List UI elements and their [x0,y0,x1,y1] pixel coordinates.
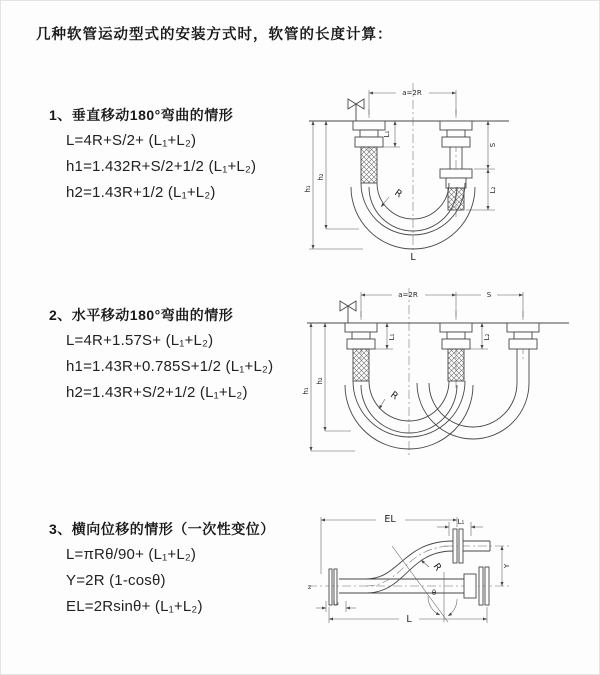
section-3-formula-EL: EL=2Rsinθ+ (L₁+L₂) [66,598,203,615]
svg-text:θ: θ [431,589,437,597]
svg-text:L: L [410,252,416,262]
svg-text:a=2R: a=2R [398,291,418,299]
section-vertical-movement [49,107,256,201]
valve-icon [340,301,356,323]
dimension-l [329,607,487,625]
left-pipe-fitting [345,323,377,381]
section-2-heading: 2、水平移动180°弯曲的情形 [49,307,234,323]
dimension-s [474,121,497,169]
dimension-h2 [317,121,359,229]
section-horizontal-movement [49,307,273,401]
page-title: 几种软管运动型式的安装方式时，软管的长度计算： [36,27,393,43]
section-3-formula-L: L=πRθ/90+ (L₁+L₂) [66,546,197,563]
axis-mark: z [308,584,312,591]
mid-pipe-fitting [440,323,472,381]
svg-text:L₂: L₂ [333,600,339,607]
length-label [410,252,416,262]
section-3-heading: 3、横向位移的情形（一次性变位） [49,521,275,537]
right-hose-braid [448,188,464,210]
section-2-formula-h2: h2=1.43R+S/2+1/2 (L₁+L₂) [66,384,248,401]
svg-text:R: R [392,187,405,201]
section-2-formula-L: L=4R+1.57S+ (L₁+L₂) [66,332,214,349]
left-hose-braid [353,349,369,381]
section-lateral-displacement [49,521,275,615]
dimension-s [456,291,523,317]
svg-text:h₁: h₁ [304,185,312,193]
left-hose-braid [361,147,377,183]
diagram-horizontal-180-bend [299,283,600,463]
diagram-lateral-displacement [304,504,600,656]
section-1-heading: 1、垂直移动180°弯曲的情形 [49,107,234,123]
section-1-formula-h2: h2=1.43R+1/2 (L₁+L₂) [66,184,216,201]
dimension-h2 [316,323,351,431]
svg-text:L₁: L₁ [383,130,391,138]
svg-text:L: L [406,614,412,625]
section-3-formula-Y: Y=2R (1-cosθ) [66,572,166,589]
dimension-a2r [369,89,456,115]
svg-text:L₁: L₁ [388,333,396,341]
svg-text:h₂: h₂ [317,173,325,181]
svg-text:L₁: L₁ [457,518,465,526]
radius-label [381,187,404,207]
svg-text:EL: EL [384,514,396,525]
svg-text:h₁: h₁ [302,387,310,395]
diagram-vertical-180-bend [299,77,584,262]
mid-hose-braid [448,349,464,381]
dimension-y [502,546,511,586]
svg-text:Y: Y [503,563,511,569]
section-2-formula-h1: h1=1.43R+0.785S+1/2 (L₁+L₂) [66,358,274,375]
svg-text:L₂: L₂ [483,333,491,341]
svg-text:L₂: L₂ [489,186,497,194]
valve-icon [348,99,364,121]
dimension-l2 [316,600,356,612]
dimension-a2r [361,291,456,317]
svg-text:R: R [388,389,401,403]
radius-label [379,389,400,409]
svg-text:a=2R: a=2R [402,89,422,97]
svg-text:S: S [486,291,492,299]
svg-text:R: R [430,561,444,574]
section-1-formula-h1: h1=1.432R+S/2+1/2 (L₁+L₂) [66,158,257,175]
dimension-h1 [304,121,363,249]
section-1-formula-L: L=4R+S/2+ (L₁+L₂) [66,132,197,149]
angle-theta [392,546,457,622]
radius-label [421,560,444,573]
svg-text:h₂: h₂ [316,377,324,385]
left-pipe-fitting [353,121,385,183]
svg-text:S: S [489,142,497,148]
